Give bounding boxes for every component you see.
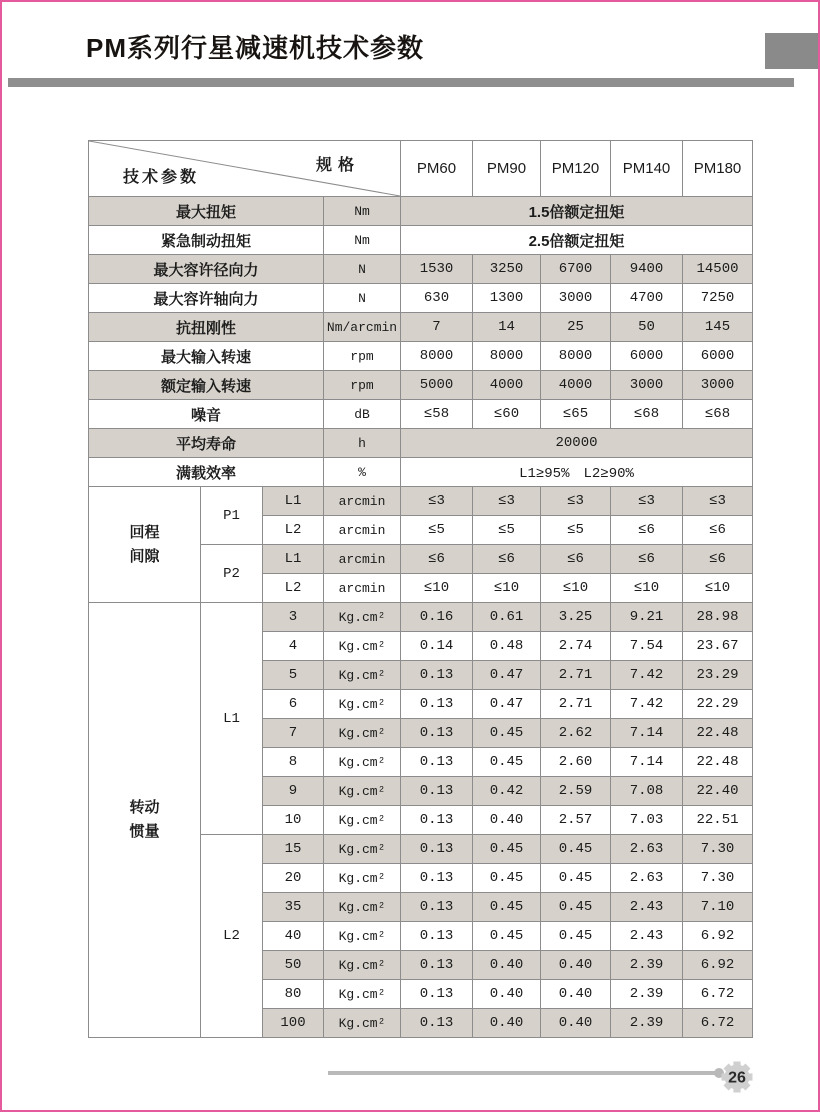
value-cell: 0.13: [401, 690, 473, 719]
value-cell: 6000: [683, 342, 753, 371]
corner-spec-label: 规格: [315, 157, 360, 174]
param-label: 紧急制动扭矩: [89, 226, 324, 255]
unit-cell: dB: [324, 400, 401, 429]
value-cell: 8000: [473, 342, 541, 371]
value-cell: ≤6: [611, 516, 683, 545]
value-cell: ≤10: [473, 574, 541, 603]
value-cell: ≤10: [541, 574, 611, 603]
value-cell: ≤10: [611, 574, 683, 603]
value-cell: 23.29: [683, 661, 753, 690]
value-cell: 0.40: [541, 980, 611, 1009]
unit-cell: Kg.cm²: [324, 632, 401, 661]
value-cell: 2.57: [541, 806, 611, 835]
value-cell: 2.39: [611, 951, 683, 980]
gear-icon: [717, 1057, 757, 1097]
unit-cell: Kg.cm²: [324, 835, 401, 864]
value-cell: 0.16: [401, 603, 473, 632]
value-cell: 8000: [401, 342, 473, 371]
inertia-section-label: 转动惯量: [89, 603, 201, 1038]
model-header-pm90: PM90: [473, 141, 541, 197]
value-cell: 2.43: [611, 893, 683, 922]
value-cell: ≤6: [683, 545, 753, 574]
value-cell: 0.13: [401, 1009, 473, 1038]
value-cell: ≤5: [541, 516, 611, 545]
value-cell: ≤6: [683, 516, 753, 545]
value-cell: ≤10: [401, 574, 473, 603]
unit-cell: Kg.cm²: [324, 603, 401, 632]
value-cell: 22.48: [683, 719, 753, 748]
unit-cell: Kg.cm²: [324, 661, 401, 690]
unit-cell: Nm: [324, 226, 401, 255]
value-cell: 3000: [541, 284, 611, 313]
ratio-label: 100: [263, 1009, 324, 1038]
value-cell: ≤68: [683, 400, 753, 429]
value-cell: 0.13: [401, 806, 473, 835]
param-label: 满载效率: [89, 458, 324, 487]
value-cell: 0.14: [401, 632, 473, 661]
level-label: L1: [263, 487, 324, 516]
value-cell: 0.45: [473, 748, 541, 777]
value-cell: 3000: [683, 371, 753, 400]
value-cell: 0.40: [473, 980, 541, 1009]
value-cell: 6.72: [683, 1009, 753, 1038]
value-cell: 3000: [611, 371, 683, 400]
value-cell: 7: [401, 313, 473, 342]
value-cell: 22.40: [683, 777, 753, 806]
value-cell: 0.47: [473, 661, 541, 690]
value-cell: 14500: [683, 255, 753, 284]
backlash-section-label: 回程间隙: [89, 487, 201, 603]
unit-cell: Kg.cm²: [324, 864, 401, 893]
value-cell: 0.45: [541, 922, 611, 951]
table-row: [89, 603, 753, 632]
value-cell: 2.39: [611, 1009, 683, 1038]
value-cell: 4000: [541, 371, 611, 400]
unit-cell: Nm/arcmin: [324, 313, 401, 342]
value-cell: 0.13: [401, 922, 473, 951]
ratio-label: 4: [263, 632, 324, 661]
value-cell: ≤5: [401, 516, 473, 545]
value-cell: 22.29: [683, 690, 753, 719]
table-row: [89, 487, 753, 516]
ratio-label: 5: [263, 661, 324, 690]
value-cell: 0.13: [401, 980, 473, 1009]
ratio-label: 40: [263, 922, 324, 951]
ratio-label: 20: [263, 864, 324, 893]
value-cell: 0.13: [401, 951, 473, 980]
ratio-label: 35: [263, 893, 324, 922]
value-cell: 630: [401, 284, 473, 313]
param-label: 最大容许轴向力: [89, 284, 324, 313]
ratio-label: 6: [263, 690, 324, 719]
value-cell: 2.43: [611, 922, 683, 951]
param-label: 平均寿命: [89, 429, 324, 458]
param-label: 最大输入转速: [89, 342, 324, 371]
value-cell: 6.92: [683, 951, 753, 980]
value-cell: ≤10: [683, 574, 753, 603]
value-cell: 0.13: [401, 748, 473, 777]
page-title: PM系列行星减速机技术参数: [86, 33, 425, 63]
model-header-pm140: PM140: [611, 141, 683, 197]
value-cell: 0.45: [473, 922, 541, 951]
value-cell: 23.67: [683, 632, 753, 661]
corner-params-label: 技术参数: [123, 169, 200, 186]
value-cell: 3.25: [541, 603, 611, 632]
unit-cell: Nm: [324, 197, 401, 226]
unit-cell: Kg.cm²: [324, 748, 401, 777]
ratio-label: 10: [263, 806, 324, 835]
unit-cell: Kg.cm²: [324, 951, 401, 980]
value-cell: 0.61: [473, 603, 541, 632]
corner-cell: [89, 141, 401, 197]
unit-cell: Kg.cm²: [324, 719, 401, 748]
unit-cell: rpm: [324, 371, 401, 400]
value-cell: 2.74: [541, 632, 611, 661]
value-cell: 0.13: [401, 777, 473, 806]
table-row: [89, 371, 753, 400]
value-cell: 6.92: [683, 922, 753, 951]
header-row: [89, 141, 753, 197]
value-cell: 0.45: [541, 893, 611, 922]
value-cell: 0.47: [473, 690, 541, 719]
table-row: [89, 284, 753, 313]
value-cell: 0.13: [401, 864, 473, 893]
value-cell: 0.40: [473, 951, 541, 980]
model-header-pm60: PM60: [401, 141, 473, 197]
level-label: L1: [263, 545, 324, 574]
value-cell: 7.08: [611, 777, 683, 806]
value-cell: ≤6: [541, 545, 611, 574]
unit-cell: Kg.cm²: [324, 893, 401, 922]
value-cell: 4000: [473, 371, 541, 400]
merged-value-cell: L1≥95% L2≥90%: [401, 458, 753, 487]
level-label: L1: [201, 603, 263, 835]
value-cell: 0.40: [541, 1009, 611, 1038]
table-row: [89, 400, 753, 429]
value-cell: ≤6: [473, 545, 541, 574]
value-cell: 145: [683, 313, 753, 342]
unit-cell: N: [324, 284, 401, 313]
table-row: [89, 197, 753, 226]
value-cell: 7250: [683, 284, 753, 313]
value-cell: ≤3: [541, 487, 611, 516]
value-cell: 7.42: [611, 690, 683, 719]
value-cell: ≤68: [611, 400, 683, 429]
value-cell: 0.45: [473, 719, 541, 748]
value-cell: 6000: [611, 342, 683, 371]
unit-cell: Kg.cm²: [324, 806, 401, 835]
value-cell: 2.63: [611, 864, 683, 893]
table-row: [89, 429, 753, 458]
unit-cell: Kg.cm²: [324, 777, 401, 806]
unit-cell: arcmin: [324, 574, 401, 603]
value-cell: 0.48: [473, 632, 541, 661]
value-cell: 9400: [611, 255, 683, 284]
value-cell: ≤5: [473, 516, 541, 545]
model-header-pm180: PM180: [683, 141, 753, 197]
value-cell: ≤3: [473, 487, 541, 516]
value-cell: ≤58: [401, 400, 473, 429]
merged-value-cell: 1.5倍额定扭矩: [401, 197, 753, 226]
ratio-label: 80: [263, 980, 324, 1009]
grade-label: P2: [201, 545, 263, 603]
value-cell: 3250: [473, 255, 541, 284]
level-label: L2: [263, 516, 324, 545]
unit-cell: N: [324, 255, 401, 284]
value-cell: 0.45: [541, 835, 611, 864]
value-cell: 6700: [541, 255, 611, 284]
unit-cell: arcmin: [324, 545, 401, 574]
ratio-label: 50: [263, 951, 324, 980]
title-underline-bar: [8, 78, 794, 87]
param-label: 抗扭刚性: [89, 313, 324, 342]
value-cell: ≤60: [473, 400, 541, 429]
value-cell: 7.14: [611, 748, 683, 777]
value-cell: 7.30: [683, 835, 753, 864]
unit-cell: rpm: [324, 342, 401, 371]
value-cell: 0.45: [541, 864, 611, 893]
value-cell: 7.30: [683, 864, 753, 893]
level-label: L2: [263, 574, 324, 603]
spec-table: [88, 140, 753, 1038]
value-cell: 2.59: [541, 777, 611, 806]
param-label: 最大容许径向力: [89, 255, 324, 284]
value-cell: 7.10: [683, 893, 753, 922]
value-cell: ≤6: [611, 545, 683, 574]
table-row: [89, 255, 753, 284]
value-cell: ≤6: [401, 545, 473, 574]
value-cell: 2.62: [541, 719, 611, 748]
value-cell: 9.21: [611, 603, 683, 632]
value-cell: 0.40: [541, 951, 611, 980]
value-cell: 1530: [401, 255, 473, 284]
value-cell: 7.42: [611, 661, 683, 690]
value-cell: 4700: [611, 284, 683, 313]
merged-value-cell: 2.5倍额定扭矩: [401, 226, 753, 255]
level-label: L2: [201, 835, 263, 1038]
value-cell: 2.71: [541, 690, 611, 719]
value-cell: 2.60: [541, 748, 611, 777]
value-cell: 14: [473, 313, 541, 342]
value-cell: 2.63: [611, 835, 683, 864]
unit-cell: Kg.cm²: [324, 922, 401, 951]
value-cell: 0.45: [473, 864, 541, 893]
footer-line: [328, 1071, 718, 1075]
value-cell: 0.40: [473, 806, 541, 835]
value-cell: ≤3: [683, 487, 753, 516]
value-cell: 5000: [401, 371, 473, 400]
value-cell: 0.13: [401, 719, 473, 748]
unit-cell: h: [324, 429, 401, 458]
value-cell: 6.72: [683, 980, 753, 1009]
unit-cell: Kg.cm²: [324, 980, 401, 1009]
value-cell: 0.42: [473, 777, 541, 806]
grade-label: P1: [201, 487, 263, 545]
value-cell: 0.13: [401, 835, 473, 864]
model-header-pm120: PM120: [541, 141, 611, 197]
value-cell: 0.13: [401, 893, 473, 922]
value-cell: 0.40: [473, 1009, 541, 1038]
value-cell: 2.39: [611, 980, 683, 1009]
value-cell: 0.45: [473, 893, 541, 922]
value-cell: 7.03: [611, 806, 683, 835]
table-row: [89, 226, 753, 255]
value-cell: 25: [541, 313, 611, 342]
unit-cell: arcmin: [324, 516, 401, 545]
param-label: 最大扭矩: [89, 197, 324, 226]
param-label: 噪音: [89, 400, 324, 429]
value-cell: 2.71: [541, 661, 611, 690]
value-cell: 8000: [541, 342, 611, 371]
ratio-label: 8: [263, 748, 324, 777]
value-cell: 1300: [473, 284, 541, 313]
value-cell: 0.13: [401, 661, 473, 690]
value-cell: ≤3: [401, 487, 473, 516]
ratio-label: 15: [263, 835, 324, 864]
unit-cell: %: [324, 458, 401, 487]
ratio-label: 7: [263, 719, 324, 748]
value-cell: ≤3: [611, 487, 683, 516]
value-cell: ≤65: [541, 400, 611, 429]
title-accent-block: [765, 33, 818, 69]
page-number: 26: [728, 1069, 746, 1087]
value-cell: 0.45: [473, 835, 541, 864]
ratio-label: 3: [263, 603, 324, 632]
unit-cell: Kg.cm²: [324, 690, 401, 719]
merged-value-cell: 20000: [401, 429, 753, 458]
table-row: [89, 313, 753, 342]
value-cell: 22.51: [683, 806, 753, 835]
value-cell: 7.14: [611, 719, 683, 748]
value-cell: 7.54: [611, 632, 683, 661]
unit-cell: arcmin: [324, 487, 401, 516]
param-label: 额定输入转速: [89, 371, 324, 400]
table-row: [89, 458, 753, 487]
unit-cell: Kg.cm²: [324, 1009, 401, 1038]
value-cell: 28.98: [683, 603, 753, 632]
ratio-label: 9: [263, 777, 324, 806]
value-cell: 50: [611, 313, 683, 342]
table-row: [89, 342, 753, 371]
value-cell: 22.48: [683, 748, 753, 777]
